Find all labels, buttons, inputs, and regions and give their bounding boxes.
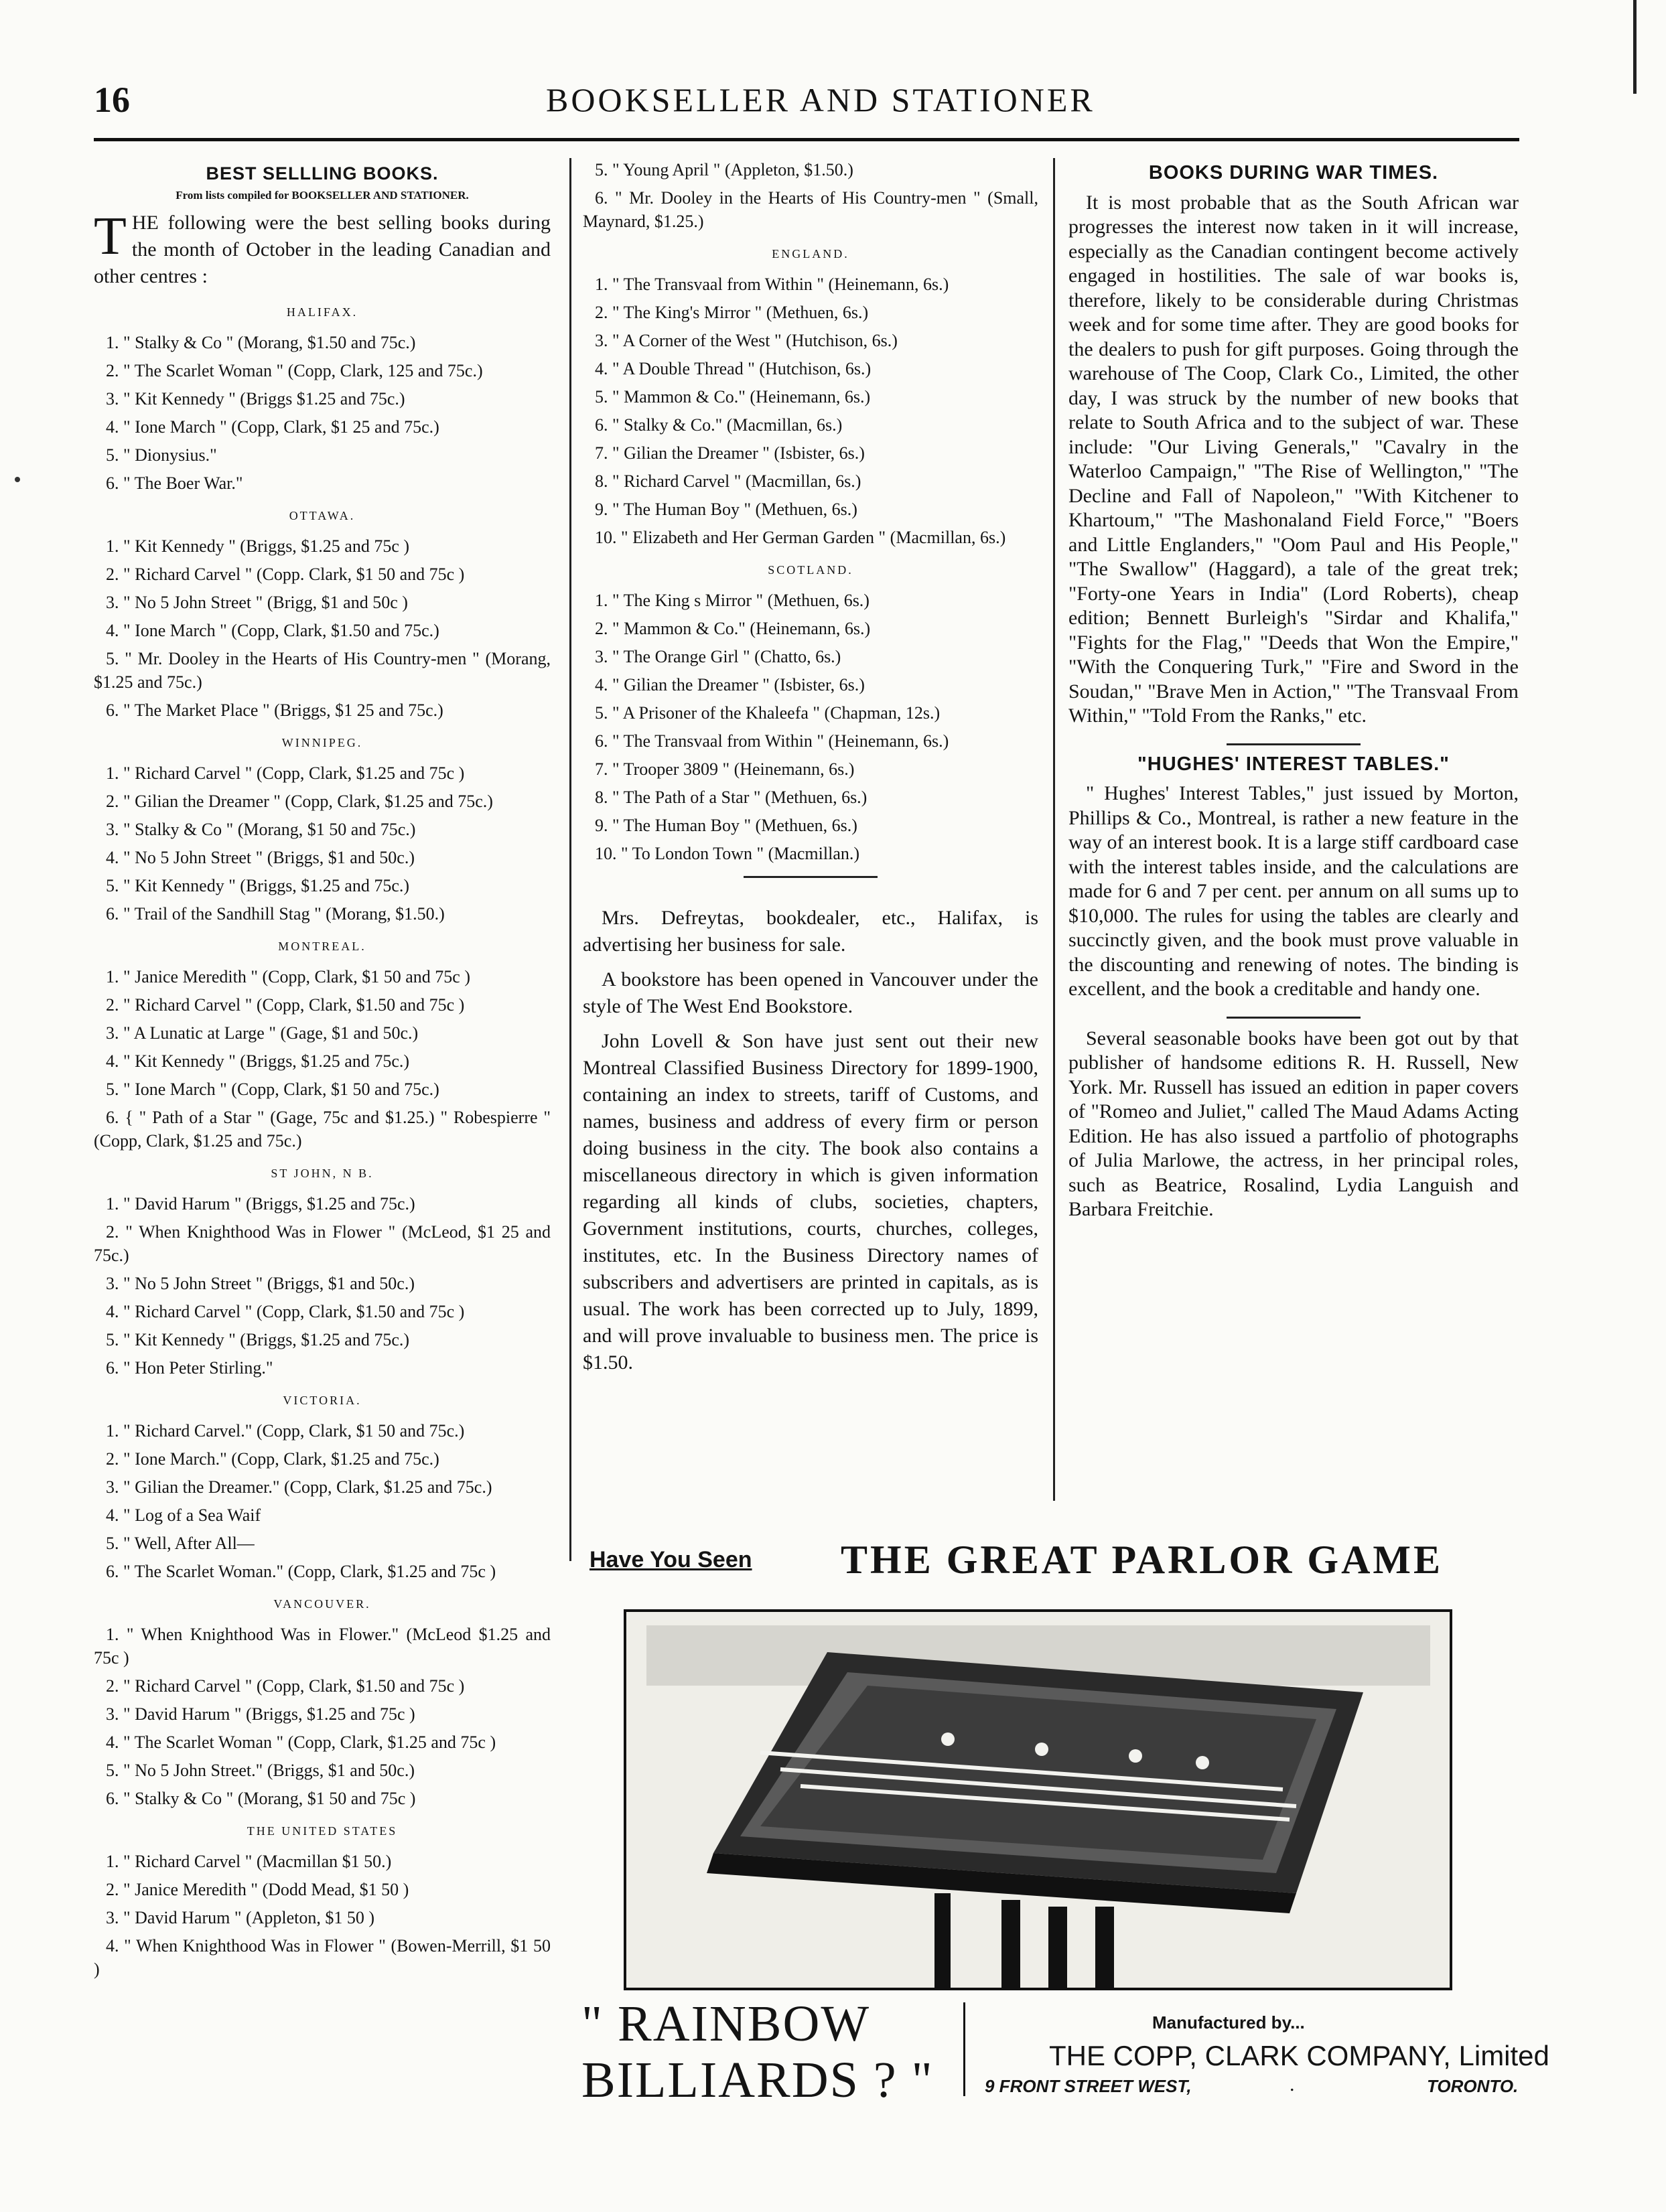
list-item: 2. " Richard Carvel " (Copp. Clark, $1 50 and 75c ) [106,565,465,584]
ad-have-you-seen: Have You Seen [589,1547,752,1572]
section-divider [1227,743,1361,745]
list-item: 2. " Richard Carvel " (Copp, Clark, $1.50 and 75c ) [106,1676,465,1696]
list-item: 4. " No 5 John Street " (Briggs, $1 and 50c.) [106,848,415,867]
section-heading: WINNIPEG. [281,736,363,749]
section-heading: ENGLAND. [772,247,849,261]
city-lists [94,301,551,1981]
section-heading: HALIFAX. [286,305,358,319]
list-item: 3. " No 5 John Street " (Briggs, $1 and 50c.) [106,1274,415,1293]
bestseller-list [94,534,551,722]
ad-separator [963,2002,965,2096]
list-item: 2. " The King's Mirror " (Methuen, 6s.) [595,303,869,322]
section-heading: THE UNITED STATES [247,1824,398,1838]
bestseller-list [94,761,551,926]
list-item: 5. " Kit Kennedy " (Briggs, $1.25 and 75c.) [106,1330,410,1349]
list-item: 3. " The Orange Girl " (Chatto, 6s.) [595,647,841,666]
list-item: 6. { " Path of a Star " (Gage, 75c and $1.25.) " Robespierre " (Copp, Clark, $1.25 and 75c.) [94,1108,551,1151]
list-item: 6. " The Market Place " (Briggs, $1 25 and 75c.) [106,701,443,720]
list-item: 6. " The Scarlet Woman." (Copp, Clark, $1.25 and 75c ) [106,1562,496,1581]
bestseller-list [94,965,551,1153]
section-heading: OTTAWA. [289,509,356,522]
list-item: 4. " The Scarlet Woman " (Copp, Clark, $1.25 and 75c ) [106,1732,496,1752]
list-item: 8. " The Path of a Star " (Methuen, 6s.) [595,788,867,807]
list-item: 6. " Mr. Dooley in the Hearts of His Country-men " (Small, Maynard, $1.25.) [583,188,1038,231]
section-heading: VANCOUVER. [273,1597,371,1611]
best-selling-note: From lists compiled for BOOKSELLER AND STATIONER. [176,189,469,202]
ad-rainbow-line: " RAINBOW [581,1996,871,2052]
list-item: 4. " Ione March " (Copp, Clark, $1 25 and 75c.) [106,417,439,437]
news-paragraph: John Lovell & Son have just sent out their new Montreal Classified Business Directory for 1899-1900, containing an index to streets, tariff of Customs, and names, business and address of every firm or person doing business in the city. The book also contains a miscellaneous directory in which is given information regarding all kinds of clubs, societies, chapters, Government institutions, courts, churches, colleges, institutes, etc. In the Business Directory names of subscribers and advertisers are printed in capitals, as is usual. The work has been corrected up to July, 1899, and will prove invaluable to business men. The price is $1.50. [583,1030,1038,1374]
list-item: 3. " Gilian the Dreamer." (Copp, Clark, $1.25 and 75c.) [106,1477,492,1497]
intro-text: HE following were the best selling books during the month of October in the leading Canadian and other centres : [94,212,551,287]
list-item: 5. " Well, After All— [106,1534,255,1553]
section-divider [1227,1017,1361,1019]
list-item: 5. " Young April " (Appleton, $1.50.) [595,160,853,179]
us-list-continued [583,158,1038,233]
list-item: 4. " Gilian the Dreamer " (Isbister, 6s.) [595,675,865,694]
bestseller-list [94,1850,551,1981]
list-item: 6. " Stalky & Co " (Morang, $1 50 and 75c ) [106,1789,416,1808]
list-item: 3. " David Harum " (Appleton, $1 50 ) [106,1908,375,1927]
list-item: 2. " The Scarlet Woman " (Copp, Clark, 125 and 75c.) [106,361,483,380]
list-item: 4. " When Knighthood Was in Flower " (Bowen-Merrill, $1 50 ) [94,1936,551,1979]
list-item: 8. " Richard Carvel " (Macmillan, 6s.) [595,471,861,491]
page-number: 16 [94,80,130,120]
ad-rainbow-billiards [581,1996,934,2108]
column-3 [1068,158,1519,1237]
ad-address: 9 FRONT STREET WEST, [985,2076,1192,2096]
news-paragraphs [583,905,1038,1376]
list-item: 1. " The Transvaal from Within " (Heinemann, 6s.) [595,275,949,294]
margin-speck [15,477,20,482]
list-item: 4. " Log of a Sea Waif [106,1505,261,1525]
list-item: 6. " The Boer War." [106,473,243,493]
list-item: 1. " Richard Carvel " (Copp, Clark, $1.25 and 75c ) [106,763,465,783]
news-paragraph: Mrs. Defreytas, bookdealer, etc., Halifax, is advertising her business for sale. [583,907,1038,956]
list-item: 9. " The Human Boy " (Methuen, 6s.) [595,816,857,835]
column-2 [583,158,1038,1387]
bestseller-list [94,1192,551,1380]
running-head: BOOKSELLER AND STATIONER [546,81,1095,119]
list-item: 6. " Stalky & Co." (Macmillan, 6s.) [595,415,843,435]
ad-company-name: THE COPP, CLARK COMPANY, Limited [1049,2040,1549,2071]
ad-billiard-illustration [624,1609,1452,1990]
bestseller-list [94,1419,551,1583]
list-item: 3. " Stalky & Co " (Morang, $1 50 and 75c.) [106,820,416,839]
list-item: 2. " Gilian the Dreamer " (Copp, Clark, $1.25 and 75c.) [106,792,493,811]
war-books-text: It is most probable that as the South African war progresses the interest now taken in it will increase, especially as the Canadian contingent become actively engaged in hostilities. The sale of war books is, therefore, likely to be considerable during Christmas week and for some time after. They are good books for the dealers to push for gift purposes. Going through the warehouse of The Coop, Clark Co., Limited, the other day, I was struck by the number of new books that relate to South Africa and to the subject of war. These include: "Our Living Generals," "Cavalry in the Waterloo Campaign," "The Rise of Wellington," "The Decline and Fall of Napoleon," "With Kitchener to Khartoum," "The Mashonaland Field Force," "Boers and Little Englanders," "Oom Paul and His People," "The Swallow" (Haggard), a tale of the great trek; "Forty-one Years in India" (Lord Roberts), cheap edition; Bennett Burleigh's "Sirdar and Khalifa," "Fights for the Flag," "Deeds that Won the Empire," "With the Conquering Turk," "Fire and Sword in the Soudan," "Brave Men in Action," "The Transvaal From Within," "Told From the Ranks," etc. [1068,191,1519,727]
list-item: 5. " Mammon & Co." (Heinemann, 6s.) [595,387,871,407]
list-item: 1. " David Harum " (Briggs, $1.25 and 75c.) [106,1194,415,1213]
list-item: 1. " Stalky & Co " (Morang, $1.50 and 75c.) [106,333,416,352]
war-books-heading: BOOKS DURING WAR TIMES. [1148,162,1439,183]
overseas-lists [583,242,1038,865]
billiard-table-icon [626,1612,1450,1988]
list-item: 3. " No 5 John Street " (Brigg, $1 and 50c ) [106,593,408,612]
column-rule-2 [1053,158,1055,1501]
ad-billiards-line: BILLIARDS ? " [581,2052,934,2108]
list-item: 4. " Ione March " (Copp, Clark, $1.50 and 75c.) [106,621,439,640]
list-item: 3. " A Corner of the West " (Hutchison, 6s.) [595,331,898,350]
section-heading: MONTREAL. [278,940,366,953]
list-item: 2. " Mammon & Co." (Heinemann, 6s.) [595,619,871,638]
section-heading: ST JOHN, N B. [271,1167,374,1180]
list-item: 4. " A Double Thread " (Hutchison, 6s.) [595,359,872,378]
section-heading: VICTORIA. [283,1394,362,1407]
bestseller-list [583,589,1038,865]
drop-cap: T [94,207,127,266]
list-item: 3. " David Harum " (Briggs, $1.25 and 75c ) [106,1704,415,1724]
list-item: 5. " A Prisoner of the Khaleefa " (Chapman, 12s.) [595,703,941,723]
list-item: 5. " Kit Kennedy " (Briggs, $1.25 and 75c.) [106,876,410,895]
list-item: 1. " The King s Mirror " (Methuen, 6s.) [595,591,870,610]
news-paragraph: A bookstore has been opened in Vancouver under the style of The West End Bookstore. [583,968,1038,1017]
bestseller-list [94,1623,551,1810]
list-item: 1. " When Knighthood Was in Flower." (McLeod $1.25 and 75c ) [94,1625,551,1668]
list-item: 4. " Richard Carvel " (Copp, Clark, $1.50 and 75c ) [106,1302,465,1321]
list-item: 2. " Janice Meredith " (Dodd Mead, $1 50 ) [106,1880,409,1899]
list-item: 5. " Mr. Dooley in the Hearts of His Country-men " (Morang, $1.25 and 75c.) [94,649,551,692]
ad-dot: . [1290,2073,1295,2095]
ad-city: TORONTO. [1427,2076,1519,2096]
list-item: 10. " To London Town " (Macmillan.) [595,844,860,863]
list-item: 10. " Elizabeth and Her German Garden " (Macmillan, 6s.) [595,528,1006,547]
list-item: 9. " The Human Boy " (Methuen, 6s.) [595,500,857,519]
scan-edge-mark [1633,0,1637,94]
list-item: 2. " Ione March." (Copp, Clark, $1.25 and 75c.) [106,1449,439,1469]
hughes-text: " Hughes' Interest Tables," just issued by Morton, Phillips & Co., Montreal, is rather a new feature in the way of an interest book. It is a large stiff cardboard case with the interest tables inside, and the calculations are made for 6 and 7 per cent. per annum on all sums up to $10,000. The rules for using the tables are clearly and succinctly given, and the book must prove valuable in the discounting and renewing of notes. The binding is excellent, and the book a creditable and handy one. [1068,782,1519,1000]
list-item: 2. " Richard Carvel " (Copp, Clark, $1.50 and 75c ) [106,995,465,1015]
list-item: 7. " Trooper 3809 " (Heinemann, 6s.) [595,759,855,779]
russell-text: Several seasonable books have been got out by that publisher of handsome editions R. H. Russell, New York. Mr. Russell has issued an edition in paper covers of "Romeo and Juliet," called The Maud Adams Acting Edition. He has also issued a partfolio of photographs of Julia Marlowe, the actress, in her principal roles, such as Beatrice, Rosalind, Lydia Languish and Barbara Freitchie. [1068,1027,1519,1220]
list-item: 5. " No 5 John Street." (Briggs, $1 and 50c.) [106,1761,415,1780]
list-item: 6. " Hon Peter Stirling." [106,1358,273,1378]
ad-title: THE GREAT PARLOR GAME [841,1538,1444,1582]
list-item: 1. " Janice Meredith " (Copp, Clark, $1 50 and 75c ) [106,967,470,986]
bestseller-list [583,273,1038,549]
list-item: 5. " Ione March " (Copp, Clark, $1 50 and 75c.) [106,1080,439,1099]
column-rule-1 [569,158,571,1561]
list-item: 7. " Gilian the Dreamer " (Isbister, 6s.) [595,443,865,463]
list-item: 6. " Trail of the Sandhill Stag " (Morang, $1.50.) [106,904,445,924]
list-item: 3. " Kit Kennedy " (Briggs $1.25 and 75c.) [106,389,405,409]
ad-manufactured-by: Manufactured by... [1152,2012,1305,2033]
list-item: 3. " A Lunatic at Large " (Gage, $1 and 50c.) [106,1023,419,1043]
best-selling-intro [94,207,551,290]
section-divider [744,876,878,878]
list-item: 6. " The Transvaal from Within " (Heinemann, 6s.) [595,731,949,751]
section-heading: SCOTLAND. [768,563,853,577]
list-item: 4. " Kit Kennedy " (Briggs, $1.25 and 75c.) [106,1051,410,1071]
list-item: 5. " Dionysius." [106,445,217,465]
list-item: 1. " Richard Carvel." (Copp, Clark, $1 50 and 75c.) [106,1421,465,1441]
list-item: 1. " Kit Kennedy " (Briggs, $1.25 and 75c ) [106,536,410,556]
bestseller-list [94,331,551,495]
list-item: 2. " When Knighthood Was in Flower " (McLeod, $1 25 and 75c.) [94,1222,551,1265]
list-item: 1. " Richard Carvel " (Macmillan $1 50.) [106,1852,392,1871]
hughes-heading: "HUGHES' INTEREST TABLES." [1137,753,1450,775]
column-1 [94,158,551,1986]
best-selling-heading: BEST SELLLING BOOKS. [206,163,439,183]
header-rule [94,138,1519,141]
